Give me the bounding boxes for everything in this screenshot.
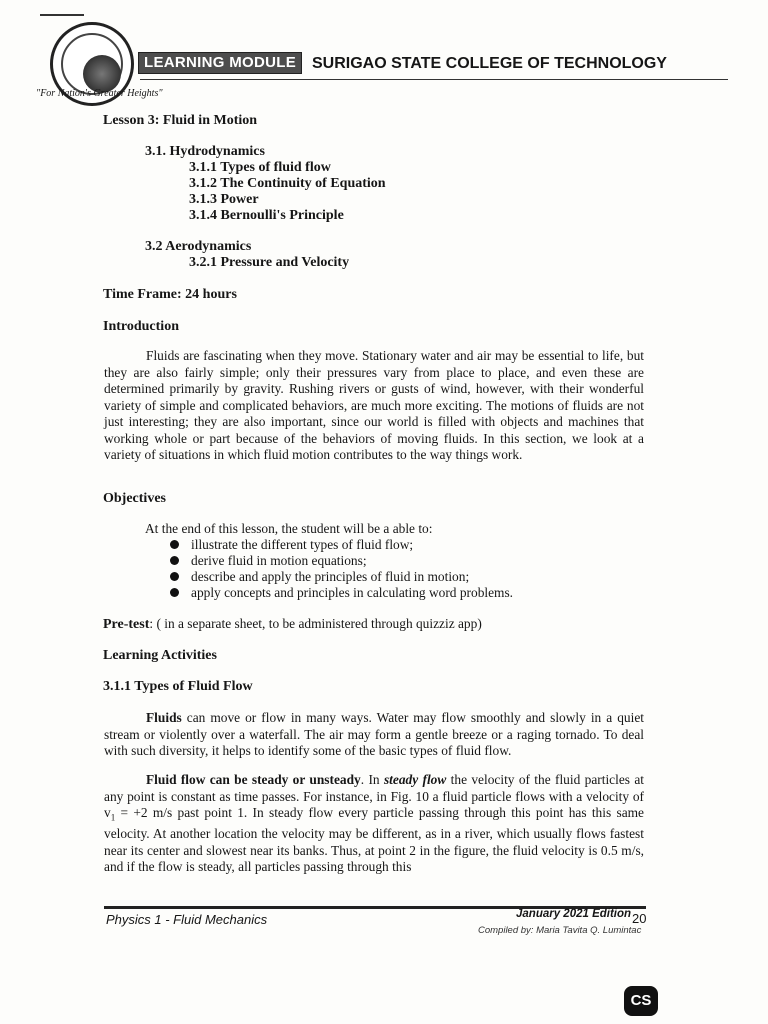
objectives-heading: Objectives	[103, 491, 166, 506]
list-item: illustrate the different types of fluid flow;	[170, 537, 413, 553]
section-heading: 3.1.1 Types of Fluid Flow	[103, 679, 253, 694]
bullet-icon	[170, 540, 179, 549]
page-number: 20	[632, 911, 647, 926]
fluid-flow-paragraph: Fluids can move or flow in many ways. Water may flow smoothly and slowly in a quiet stream or violently over a waterfall. The air may form a gentle breeze or a raging tornado. To deal with such diversity, it helps to identify some of the basic types of fluid flow.	[104, 710, 644, 758]
list-item: describe and apply the principles of fluid in motion;	[170, 569, 469, 585]
toc-item: 3.1.2 The Continuity of Equation	[189, 176, 386, 191]
lesson-title: Lesson 3: Fluid in Motion	[103, 113, 258, 128]
list-item: apply concepts and principles in calculating word problems.	[170, 585, 513, 601]
bullet-icon	[170, 588, 179, 597]
time-frame: Time Frame: 24 hours	[103, 287, 237, 302]
footer-compiled-by: Compiled by: Maria Tavita Q. Lumintac	[478, 925, 642, 936]
introduction-paragraph: Fluids are fascinating when they move. Stationary water and air may be essential to life, but they are also fairly simple; only their pressures vary from place to place, and even these are determined primarily by gravity. Rushing rivers or gusts of wind, however, with their wonderful variety of simple and complicated behaviors, are much more exciting. The motions of fluids are not just interesting; they are also important, since our world is filled with objects and machines that working whole or part because of the behaviors of moving fluids. In this section, we look at a variety of situations in which fluid motion contributes to the way things work.	[104, 348, 644, 462]
objectives-lead: At the end of this lesson, the student will be a able to:	[145, 521, 433, 536]
scan-mark	[40, 14, 84, 16]
learning-activities-heading: Learning Activities	[103, 648, 217, 663]
learning-module-banner: LEARNING MODULE	[138, 52, 302, 74]
steady-flow-paragraph: Fluid flow can be steady or unsteady. In steady flow the velocity of the fluid particles at any point is constant as time passes. For instance, in Fig. 10 a fluid particle flows with a velocity of $v_1 = +2$ m/s past point 1. In steady flow every particle passing through this point has this same velocity. At another location the velocity may be different, as in a river, which usually flows fastest near its center and slowest near its banks. Thus, at point 2 in the figure, the fluid velocity is 0.5 m/s, and if the flow is steady, all particles passing through this	[104, 772, 644, 875]
college-motto: "For Nation's Greater Heights"	[36, 88, 163, 99]
introduction-heading: Introduction	[103, 319, 179, 334]
toc-item: 3.1.3 Power	[189, 192, 259, 207]
college-name: SURIGAO STATE COLLEGE OF TECHNOLOGY	[312, 55, 667, 72]
toc-item: 3.1.1 Types of fluid flow	[189, 160, 331, 175]
footer-edition: January 2021 Edition	[516, 908, 632, 920]
bullet-icon	[170, 556, 179, 565]
list-item: derive fluid in motion equations;	[170, 553, 367, 569]
toc-aerodynamics: 3.2 Aerodynamics	[145, 239, 252, 254]
header-rule	[140, 79, 728, 80]
toc-hydrodynamics: 3.1. Hydrodynamics	[145, 144, 265, 159]
footer-course: Physics 1 - Fluid Mechanics	[106, 912, 268, 927]
toc-item: 3.1.4 Bernoulli's Principle	[189, 208, 344, 223]
pretest-line: Pre-test: ( in a separate sheet, to be administered through quizziz app)	[103, 616, 482, 632]
camscanner-badge-icon: CS	[624, 986, 658, 1016]
toc-item: 3.2.1 Pressure and Velocity	[189, 255, 350, 270]
bullet-icon	[170, 572, 179, 581]
